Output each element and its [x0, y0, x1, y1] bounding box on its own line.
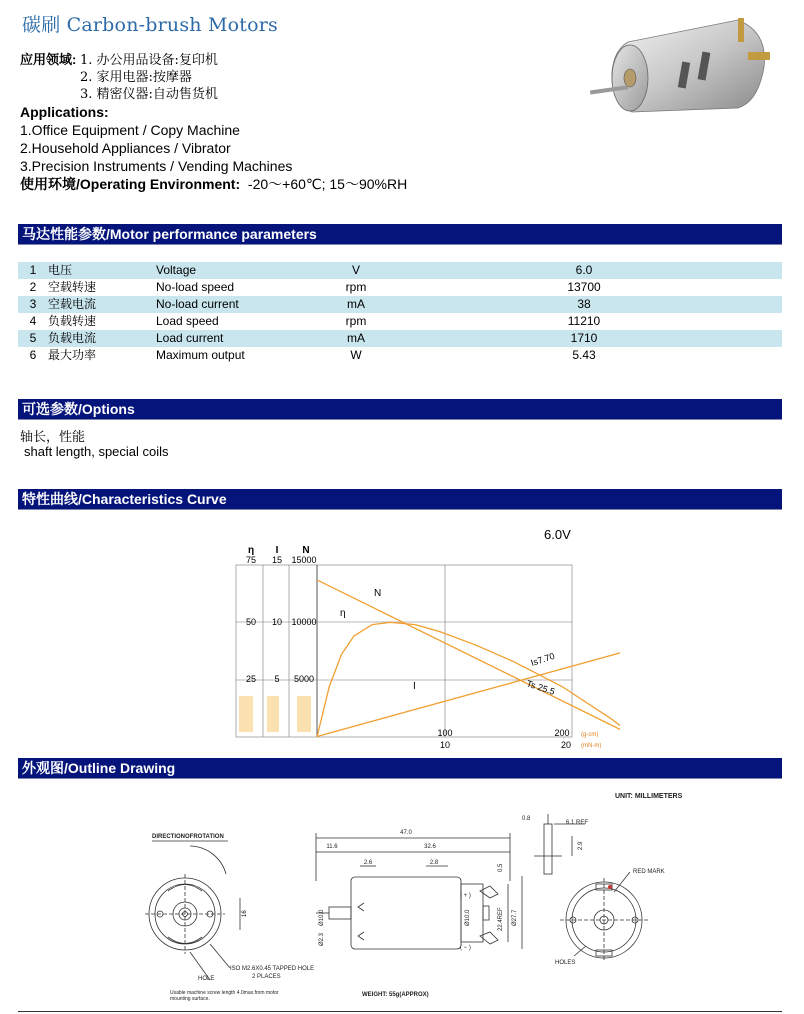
speed-axis-symbol: N [302, 545, 310, 556]
row-cn-name: 空载电流 [48, 296, 156, 313]
eta-tick: 75 [245, 555, 257, 565]
x-tick-top: 100 [437, 728, 453, 738]
current-tick: 10 [271, 617, 283, 627]
red-mark-dot [608, 885, 612, 889]
row-cn-name: 最大功率 [48, 348, 97, 362]
row-unit: mA [326, 330, 386, 347]
dim-29: 2.9 [578, 841, 584, 850]
speed-tick: 10000 [291, 617, 317, 627]
dim-116: 11.6 [326, 844, 338, 850]
usable-note: mounting surface. [170, 996, 210, 1002]
motor-photo [588, 12, 784, 122]
current-tick: 5 [274, 674, 280, 684]
outline-drawing [130, 786, 704, 1006]
characteristics-chart [200, 520, 620, 752]
row-number: 2 [29, 280, 37, 294]
direction-label: DIRECTIONOFROTATION [152, 834, 224, 840]
speed-curve-label: N [374, 588, 382, 599]
dim-277: Ø27.7 [512, 909, 518, 926]
applications-cn [20, 51, 218, 103]
speed-curve [317, 580, 620, 737]
current-curve [317, 649, 620, 737]
row-value: 11210 [567, 314, 601, 328]
page-title: 碳刷 Carbon-brush Motors [22, 14, 278, 36]
speed-tick: 15000 [291, 555, 317, 565]
applications-cn-item: 1. 办公用品设备:复印机 [79, 53, 218, 68]
dim-26: 2.6 [363, 860, 373, 866]
dim-boss: Ø10.0 [465, 909, 471, 926]
row-en-name: Voltage [156, 262, 326, 279]
options-en: shaft length, special coils [24, 444, 169, 459]
dim-326: 32.6 [424, 844, 436, 850]
holes-label: HOLES [555, 960, 576, 966]
red-mark-label: RED MARK [633, 869, 665, 875]
dim-224: 22.4REF [498, 907, 504, 931]
x-tick-bottom: 20 [560, 740, 572, 750]
dim-05: 0.5 [498, 863, 504, 872]
x-tick-top: 200 [554, 728, 570, 738]
dim-shaft: Ø10.0 [319, 909, 325, 926]
performance-row [18, 279, 782, 296]
curve-heading: 特性曲线/Characteristics Curve [18, 489, 782, 509]
weight-label: WEIGHT: 55g(APPROX) [362, 992, 429, 998]
applications-en-label: Applications: [20, 104, 109, 120]
options-cn: 轴长，性能 [20, 430, 86, 445]
applications-cn-item: 2. 家用电器:按摩器 [80, 70, 192, 85]
usable-note: Usable machine screw length 4.0max.from motor [170, 990, 279, 996]
row-cn-name: 空载转速 [48, 280, 97, 294]
performance-row [18, 262, 782, 279]
performance-table [18, 262, 782, 364]
current-axis-symbol: I [275, 545, 279, 556]
stall-current-label: Is7.70 [529, 650, 556, 668]
eta-tick: 50 [245, 617, 257, 627]
row-unit: rpm [345, 280, 367, 294]
row-cn-name: 负载电流 [48, 330, 156, 347]
applications-cn-item: 3. 精密仪器:自动售货机 [80, 87, 218, 102]
hole-label: HOLE [198, 976, 215, 982]
performance-row [18, 347, 782, 364]
terminal-minus: ( − ) [460, 945, 471, 951]
environment-value: -20～+60℃; 15～90%RH [247, 176, 408, 192]
speed-tick: 5000 [293, 674, 315, 684]
row-number: 5 [18, 330, 48, 347]
applications-en [20, 103, 407, 193]
options-heading: 可选参数/Options [18, 399, 782, 419]
current-tick: 15 [271, 555, 283, 565]
row-unit: mA [326, 296, 386, 313]
outline-heading: 外观图/Outline Drawing [18, 758, 782, 778]
places-label: 2 PLACES [252, 974, 281, 980]
applications-cn-label: 应用领域: [20, 52, 77, 67]
efficiency-curve [317, 622, 620, 737]
row-number: 1 [18, 262, 48, 279]
row-en-name: Load current [156, 330, 326, 347]
applications-en-item: 1.Office Equipment / Copy Machine [20, 122, 240, 138]
chart-voltage-label: 6.0V [544, 527, 571, 542]
x-unit-top: (g-cm) [581, 732, 599, 738]
row-cn-name: 电压 [48, 262, 156, 279]
row-en-name: Load speed [156, 314, 219, 328]
row-value: 5.43 [572, 348, 596, 362]
applications-en-item: 2.Household Appliances / Vibrator [20, 140, 231, 156]
performance-row [18, 296, 782, 313]
dim-08: 0.8 [522, 816, 531, 822]
row-value: 1710 [386, 330, 782, 347]
dim-16: 16 [242, 910, 248, 917]
row-unit: rpm [345, 314, 367, 328]
row-unit: V [326, 262, 386, 279]
row-value: 13700 [567, 280, 601, 294]
performance-row [18, 330, 782, 347]
unit-label: UNIT: MILLIMETERS [615, 793, 683, 800]
dim-28: 2.8 [429, 860, 439, 866]
performance-heading: 马达性能参数/Motor performance parameters [18, 224, 782, 244]
current-curve-label: I [413, 681, 416, 692]
row-en-name: Maximum output [156, 348, 245, 362]
dim-61: 6.1 REF [566, 820, 589, 826]
eta-axis-symbol: η [247, 545, 255, 556]
terminal-plus: ( + ) [460, 893, 471, 899]
performance-row [18, 313, 782, 330]
stall-torque-label: Ts 25.5 [525, 678, 557, 697]
efficiency-curve-label: η [340, 608, 346, 619]
x-unit-bottom: (mN-m) [581, 743, 602, 749]
row-number: 6 [29, 348, 37, 362]
dim-23: Ø2.3 [319, 932, 325, 946]
row-value: 38 [386, 296, 782, 313]
row-en-name: No-load current [156, 296, 326, 313]
footer-rule [18, 1011, 782, 1012]
applications-en-item: 3.Precision Instruments / Vending Machines [20, 158, 293, 174]
row-cn-name: 负载转速 [48, 314, 97, 328]
x-tick-bottom: 10 [439, 740, 451, 750]
tapped-hole-label: ISO M2.6X0.45 TAPPED HOLE [230, 966, 315, 972]
row-en-name: No-load speed [156, 280, 235, 294]
environment-label: 使用环境/Operating Environment: [20, 176, 241, 192]
dim-470: 47.0 [400, 830, 412, 836]
row-number: 3 [18, 296, 48, 313]
row-unit: W [350, 348, 362, 362]
eta-tick: 25 [245, 674, 257, 684]
row-number: 4 [29, 314, 37, 328]
row-value: 6.0 [386, 262, 782, 279]
